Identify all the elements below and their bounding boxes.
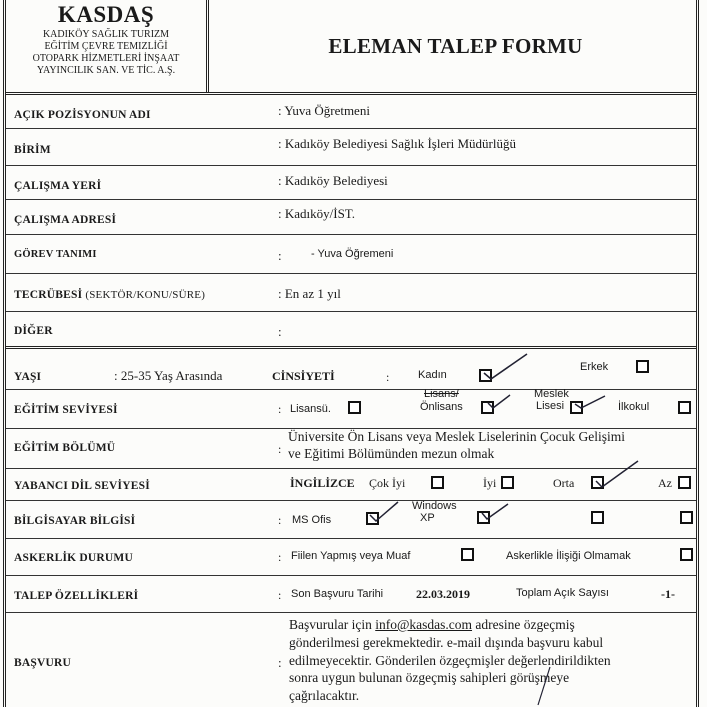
gorev-value: - Yuva Öğremeni xyxy=(311,248,394,260)
bolum-line-2: ve Eğitimi Bölümünden mezun olmak xyxy=(288,446,495,461)
meslek-label-2: Lisesi xyxy=(536,400,565,412)
askerlik-opt2-label: Askerlikle İlişiği Olmamak xyxy=(506,550,631,562)
meslek-check-mark-icon xyxy=(573,392,607,410)
ilkokul-label: İlkokul xyxy=(618,401,650,413)
talep-label: TALEP ÖZELLİKLERİ xyxy=(14,590,139,602)
ilkokul-checkbox[interactable] xyxy=(678,401,691,414)
az-checkbox[interactable] xyxy=(678,476,691,489)
basvuru-line-1-pre: Başvurular için xyxy=(289,617,372,632)
basvuru-email-link[interactable]: info@kasdas.com xyxy=(375,617,473,632)
onlisans-label: Önlisans xyxy=(420,401,463,413)
form-title: ELEMAN TALEP FORMU xyxy=(328,33,583,58)
row-pozisyon xyxy=(6,95,696,129)
row-basvuru xyxy=(6,613,696,707)
bilgisayar-label: BİLGİSAYAR BİLGİSİ xyxy=(14,515,136,527)
row-calisma-adresi xyxy=(6,200,696,235)
cinsiyet-colon: : xyxy=(386,370,390,384)
pozisyon-label: AÇIK POZİSYONUN ADI xyxy=(14,109,151,121)
row-birim xyxy=(6,129,696,166)
orta-label: Orta xyxy=(553,476,575,490)
row-calisma-yeri xyxy=(6,166,696,200)
toplam-value: -1- xyxy=(661,587,675,601)
son-basvuru-date: 22.03.2019 xyxy=(416,587,470,601)
row-egitim xyxy=(6,390,696,429)
askerlik-label: ASKERLİK DURUMU xyxy=(14,552,133,564)
cok-iyi-label: Çok İyi xyxy=(369,476,406,490)
birim-value: : Kadıköy Belediyesi Sağlık İşleri Müdürlüğü xyxy=(278,136,516,151)
birim-label: BİRİM xyxy=(14,144,51,156)
basvuru-line-4: sonra uygun bulunan özgeçmiş sahipleri görüşmeye xyxy=(289,670,570,685)
extra-checkbox-2[interactable] xyxy=(680,511,693,524)
tecrube-label-suffix: (SEKTÖR/KONU/SÜRE) xyxy=(85,289,206,301)
calisma-yeri-value: : Kadıköy Belediyesi xyxy=(278,173,388,188)
lisans-struck-label: Lisans/ xyxy=(424,388,459,400)
pen-stroke-mark xyxy=(534,665,554,707)
kadin-label: Kadın xyxy=(418,369,447,381)
son-basvuru-label: Son Başvuru Tarihi xyxy=(291,588,384,600)
basvuru-label: BAŞVURU xyxy=(14,657,71,669)
iyi-checkbox[interactable] xyxy=(501,476,514,489)
bolum-label: EĞİTİM BÖLÜMÜ xyxy=(14,442,116,454)
gorev-colon: : xyxy=(278,248,282,263)
askerlik-colon: : xyxy=(278,550,282,564)
talep-colon: : xyxy=(278,588,282,602)
calisma-adresi-value: : Kadıköy/İST. xyxy=(278,206,356,221)
ms-ofis-check-mark-icon xyxy=(368,499,400,523)
erkek-label: Erkek xyxy=(580,361,609,373)
cok-iyi-checkbox[interactable] xyxy=(431,476,444,489)
bolum-colon: : xyxy=(278,442,282,456)
company-line-3: OTOPARK HİZMETLERİ İNŞAAT xyxy=(32,53,180,64)
lisansu-checkbox[interactable] xyxy=(348,401,361,414)
windows-label-2: XP xyxy=(420,512,435,524)
kadin-check-mark-icon xyxy=(482,351,530,383)
lisansu-label: Lisansü. xyxy=(290,403,331,415)
yas-label: YAŞI xyxy=(14,371,42,383)
row-askerlik xyxy=(6,539,696,576)
company-line-2: EĞİTİM ÇEVRE TEMIZLİĞİ xyxy=(44,41,168,52)
basvuru-line-1-post: adresine özgeçmiş xyxy=(475,617,575,632)
company-line-1: KADIKÖY SAĞLIK TURIZM xyxy=(42,29,170,40)
row-diger xyxy=(6,312,696,349)
diger-label: DİĞER xyxy=(14,325,53,337)
extra-checkbox-1[interactable] xyxy=(591,511,604,524)
windows-check-mark-icon xyxy=(480,502,510,522)
calisma-adresi-label: ÇALIŞMA ADRESİ xyxy=(14,214,117,226)
calisma-yeri-label: ÇALIŞMA YERİ xyxy=(14,180,102,192)
bolum-line-1: Üniversite Ön Lisans veya Meslek Liselerinin Çocuk Gelişimi xyxy=(288,429,626,444)
dil-lang-label: İNGİLİZCE xyxy=(290,476,355,490)
askerlik-opt1-label: Fiilen Yapmış veya Muaf xyxy=(291,550,411,562)
erkek-checkbox[interactable] xyxy=(636,360,649,373)
tecrube-label-text: TECRÜBESİ xyxy=(14,289,83,301)
fiilen-checkbox[interactable] xyxy=(461,548,474,561)
gorev-label: GÖREV TANIMI xyxy=(14,249,97,260)
cinsiyet-label: CİNSİYETİ xyxy=(272,369,335,383)
row-bilgisayar xyxy=(6,501,696,539)
egitim-colon: : xyxy=(278,402,282,416)
basvuru-line-2: gönderilmesi gerekmektedir. e-mail dışında başvuru kabul xyxy=(289,635,604,650)
ms-ofis-label: MS Ofis xyxy=(292,514,332,526)
askerlik-iliski-checkbox[interactable] xyxy=(680,548,693,561)
tecrube-value: : En az 1 yıl xyxy=(278,286,341,301)
form-header xyxy=(6,0,696,95)
orta-check-mark-icon xyxy=(594,459,642,489)
egitim-label: EĞİTİM SEVİYESİ xyxy=(14,404,118,416)
row-dil xyxy=(6,469,696,501)
form-frame xyxy=(3,0,699,707)
row-yas xyxy=(6,349,696,390)
basvuru-line-5: çağrılacaktır. xyxy=(289,688,360,703)
basvuru-colon: : xyxy=(278,655,282,670)
iyi-label: İyi xyxy=(483,476,497,490)
company-line-4: YAYINCILIK SAN. VE TİC. A.Ş. xyxy=(36,65,176,76)
basvuru-line-3: edilmeyecektir. Gönderilen özgeçmişler değerlendirildikten xyxy=(289,653,611,668)
dil-label: YABANCI DİL SEVİYESİ xyxy=(14,480,150,492)
diger-value: : xyxy=(278,324,282,339)
row-bolum xyxy=(6,429,696,469)
toplam-label: Toplam Açık Sayısı xyxy=(516,587,609,599)
lisans-check-mark-icon xyxy=(486,392,512,410)
company-name: KASDAŞ xyxy=(57,2,155,27)
windows-label-1: Windows xyxy=(412,500,457,512)
pozisyon-value: : Yuva Öğretmeni xyxy=(278,103,370,118)
yas-value: : 25-35 Yaş Arasında xyxy=(114,368,223,383)
tecrube-label xyxy=(14,289,205,301)
az-label: Az xyxy=(658,476,672,490)
basvuru-line-1 xyxy=(289,617,575,633)
bilgisayar-colon: : xyxy=(278,513,282,527)
meslek-label-1: Meslek xyxy=(534,388,569,400)
row-tecrube xyxy=(6,274,696,312)
row-gorev xyxy=(6,235,696,274)
row-talep xyxy=(6,576,696,613)
company-block xyxy=(6,0,209,92)
